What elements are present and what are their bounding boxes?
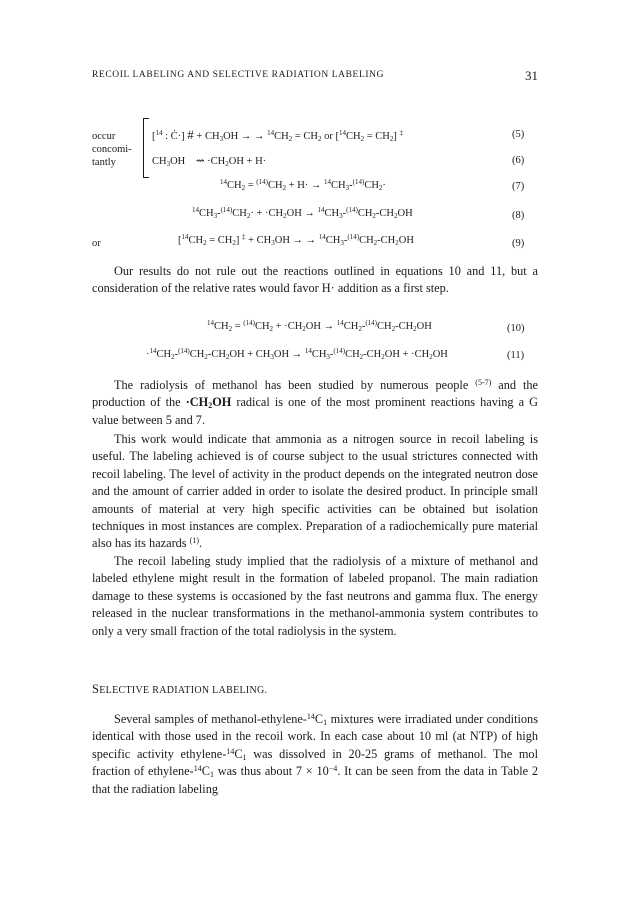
equation-number-11: (11)	[507, 350, 525, 361]
equation-number-7: (7)	[512, 181, 525, 192]
equation-number-8: (8)	[512, 210, 525, 221]
equation-number-5: (5)	[512, 129, 525, 140]
paragraph-rates: Our results do not rule out the reactions outlined in equations 10 and 11, but a consideration of the relative rates would favor H· addition as a first step.	[92, 264, 538, 296]
reference-1: (1)	[189, 536, 199, 546]
equation-6: $CH_3OH$ ⇝ $\cdot CH_2OH + H\cdot$	[152, 156, 267, 168]
equation-5: [$^{14}$ : Ċ·] # + $CH_3OH$ → → $^{14}CH_2 = CH_2$ or $[^{14}CH_2 = CH_2]$ ‡	[152, 127, 403, 143]
running-header-title: RECOIL LABELING AND SELECTIVE RADIATION LABELING	[92, 70, 385, 80]
equation-8: $^{14}CH_3-^{(14)}CH_2\cdot + \cdot CH_2OH \to ^{14}CH_3-^{(14)}CH_2-CH_2OH$	[192, 206, 413, 220]
equation-number-6: (6)	[512, 155, 525, 166]
paragraph-selective: Several samples of methanol-$ethylene-^{14}C_1$ mixtures were irradiated under conditions identical with those used in the recoil work. In each case about 10 ml (at NTP) of high specific activity ethylene-$^{14}C_1$ was dissolved in 20-25 grams of methanol. The mol fraction of ethylene-$^{14}C_1$ was thus about $7 \times 10^{-4}$. It can be seen from the data in Table 2 that the radiation labeling	[92, 712, 538, 796]
equation-11: $\cdot^{14}CH_2-^{(14)}CH_2-CH_2OH + CH_3OH \to ^{14}CH_3-^{(14)}CH_2-CH_2OH + \cdot CH_2OH$	[146, 347, 448, 361]
side-label-occur: occur	[92, 131, 116, 142]
paragraph-radiolysis: The radiolysis of methanol has been studied by numerous people $^{(5-7)}$ and the production of the $\cdot CH_2OH$ radical is one of the most prominent reactions having a G value between 5 and 7.	[92, 378, 538, 427]
side-label-tantly: tantly	[92, 157, 116, 168]
paragraph-ammonia: This work would indicate that ammonia as a nitrogen source in recoil labeling is useful. The labeling achieved is of course subject to the usual strictures connected with recoil labeling. The level of activity in the product depends on the integrated neutron dose and the amount of carrier added in order to isolate the desired product. In principle small amounts of material at very high specific activities can be obtained but isolation techniques in most instances are complex. Preparation of a radiochemically pure material also has its hazards $^{(1)}$.	[92, 432, 538, 551]
side-label-concomi: concomi-	[92, 144, 132, 155]
equation-7: $^{14}CH_2 = ^{(14)}CH_2 + H\cdot \to ^{14}CH_3-^{(14)}CH_2\cdot$	[220, 178, 386, 192]
equation-brace	[143, 118, 149, 178]
equation-number-10: (10)	[507, 323, 525, 334]
running-header	[92, 70, 538, 86]
radiolysis-tail: radical is one of the most prominent reactions having a G value between 5 and 7.	[92, 395, 538, 427]
ammonia-text: This work would indicate that ammonia as a nitrogen source in recoil labeling is useful. The labeling achieved is of course subject to the usual strictures connected with recoil labeling. The level of activity in the product depends on the integrated neutron dose and the amount of carrier added in order to isolate the desired product. In principle small amounts of material at very high specific activities can be obtained but isolation techniques in most instances are complex. Preparation of a radiochemically pure material also has its hazards	[92, 432, 538, 551]
reference-5-7: (5-7)	[475, 378, 492, 387]
section-heading: SELECTIVE RADIATION LABELING.	[92, 682, 268, 696]
equation-10: $^{14}CH_2 = ^{(14)}CH_2 + \cdot CH_2OH \to ^{14}CH_2-^{(14)}CH_2-CH_2OH$	[207, 319, 432, 333]
radiolysis-text: The radiolysis of methanol has been studied by numerous people	[114, 378, 469, 392]
equation-number-9: (9)	[512, 238, 525, 249]
paragraph-recoil-study: The recoil labeling study implied that the radiolysis of a mixture of methanol and labeled ethylene might result in the formation of labeled propanol. The main radiation damage to these systems is occasioned by the fast neutrons and gamma flux. The energy released in the nuclear transformations in the methanol-ammonia system contributes to only a very small fraction of the total radiolysis in the system.	[92, 554, 538, 638]
equation-9: $[^{14}CH_2 = CH_2] ^\ddagger + CH_3OH$ → → $^{14}CH_3-^{(14)}CH_2-CH_2OH$	[178, 233, 414, 247]
page-number: 31	[525, 68, 538, 83]
radiolysis-line2: and the production of the	[92, 378, 538, 410]
side-label-or: or	[92, 238, 101, 249]
